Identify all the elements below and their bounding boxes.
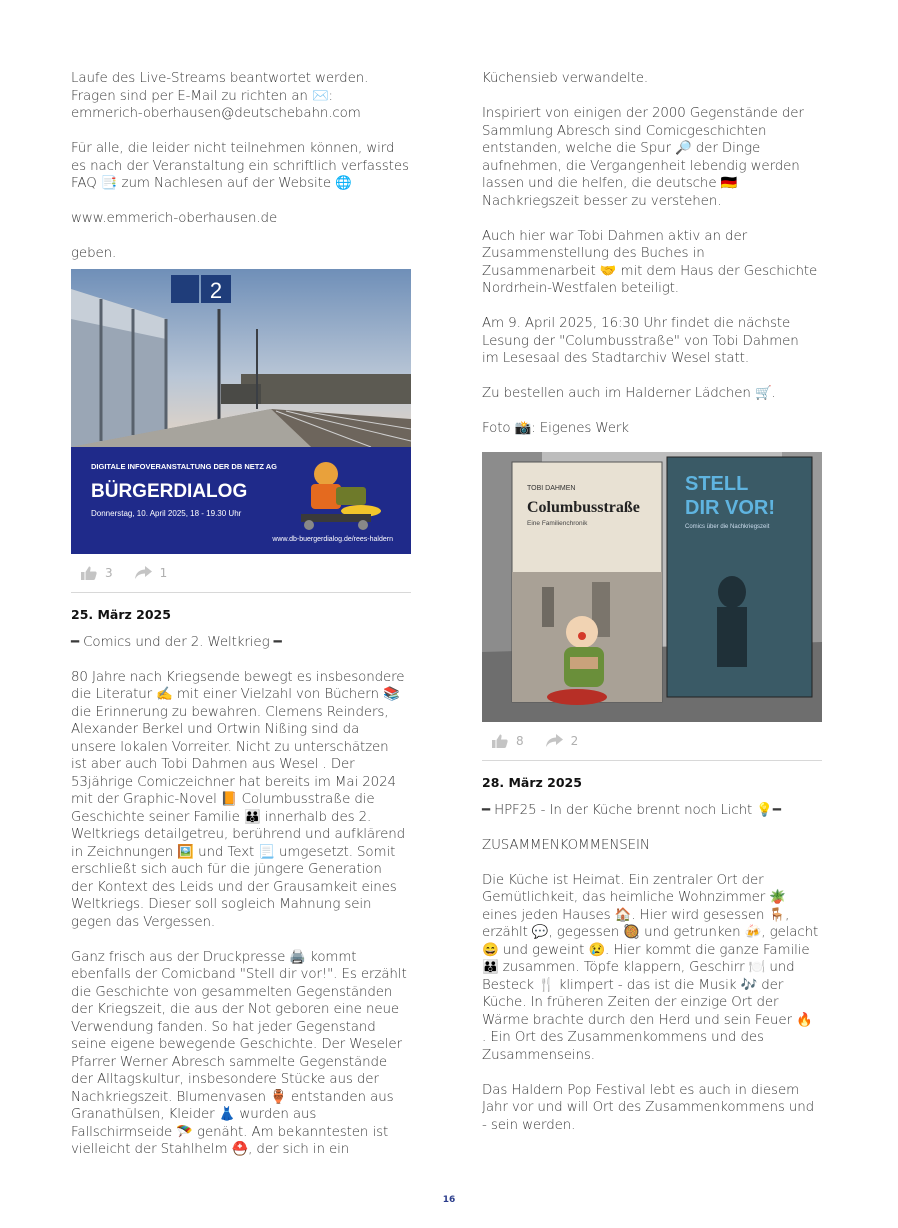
- share-action[interactable]: [546, 734, 579, 748]
- intro-paragraph-4: geben.: [71, 246, 117, 261]
- share-count: 1: [159, 565, 168, 580]
- banner-url: www.db-buergerdialog.de/rees-haldern: [272, 535, 393, 543]
- post-reactions-2: [482, 722, 822, 761]
- buergerdialog-image[interactable]: [71, 269, 411, 554]
- post-paragraph: Die Küche ist Heimat. Ein zentraler Ort der Gemütlichkeit, das heimliche Wohnzimmer 🪴 eines jeden Hauses 🏠. Hier wird gesessen 🪑, erzählt 💬, gegessen 🥘 und getrunken 🍻, gelacht 😄 und geweint 😢. Hier kommt die ganze Familie 👪 zusammen. Töpfe klappern, Geschirr 🍽️ und Besteck 🍴 klimpert - das ist die Musik 🎶 der Küche. In früheren Zeiten der einzige Ort der Wärme brachte durch den Herd und sein Feuer 🔥 . Ein Ort des Zusammenkommens und des Zusammenseins.: [482, 872, 819, 1063]
- share-action[interactable]: [135, 566, 168, 580]
- book2-title-line1: STELL: [685, 472, 749, 495]
- banner-top-text: DIGITALE INFOVERANSTALTUNG DER DB NETZ AG: [91, 461, 277, 471]
- post-paragraph: Zu bestellen auch im Halderner Lädchen 🛒.: [482, 386, 776, 401]
- post-caps-heading: ZUSAMMENKOMMENSEIN: [482, 837, 650, 853]
- right-column: [482, 70, 822, 1134]
- book1-subtitle: Eine Familienchronik: [527, 519, 588, 527]
- like-count: 8: [516, 733, 524, 748]
- book2-subtitle: Comics über die Nachkriegszeit: [685, 523, 770, 530]
- post-paragraph: Am 9. April 2025, 16:30 Uhr findet die nächste Lesung der "Columbusstraße" von Tobi Dahmen im Lesesaal des Stadtarchiv Wesel statt.: [482, 316, 799, 366]
- station-photo: [71, 269, 411, 554]
- post-paragraph: Küchensieb verwandelte.: [482, 71, 649, 86]
- post-paragraph: Auch hier war Tobi Dahmen aktiv an der Zusammenstellung des Buches in Zusammenarbeit 🤝 mit dem Haus der Geschichte Nordrhein-Westfalen beteiligt.: [482, 228, 818, 296]
- website-link[interactable]: www.emmerich-oberhausen.de: [71, 211, 278, 226]
- post-heading: ━ Comics und der 2. Weltkrieg ━: [71, 634, 282, 650]
- book1-title: Columbusstraße: [527, 498, 640, 516]
- photo-credit: Foto 📸: Eigenes Werk: [482, 421, 629, 436]
- share-icon: [546, 734, 563, 747]
- banner-title: BÜRGERDIALOG: [91, 480, 248, 502]
- post-heading: ━ HPF25 - In der Küche brennt noch Licht 💡━: [482, 802, 781, 818]
- banner-date: Donnerstag, 10. April 2025, 18 - 19.30 Uhr: [91, 508, 242, 518]
- thumbs-up-icon: [81, 566, 97, 580]
- intro-paragraph-1: Laufe des Live-Streams beantwortet werden. Fragen sind per E-Mail zu richten an ✉️: emmerich-oberhausen@deutschebahn.com: [71, 71, 369, 121]
- like-count: 3: [105, 565, 113, 580]
- post-reactions-1: [71, 554, 411, 593]
- book1-author: TOBI DAHMEN: [527, 484, 576, 492]
- share-count: 2: [570, 733, 579, 748]
- post-paragraph: 80 Jahre nach Kriegsende bewegt es insbesondere die Literatur ✍️ mit einer Vielzahl von Büchern 📚 die Erinnerung zu bewahren. Clemens Reinders, Alexander Berkel und Ortwin Nißing sind da unsere lokalen Vorreiter. Nicht zu unterschätzen ist aber auch Tobi Dahmen aus Wesel . Der 53jährige Comiczeichner hat bereits im Mai 2024 mit der Graphic-Novel 📙 Columbusstraße die Geschichte seiner Familie 👪 innerhalb des 2. Weltkriegs detailgetreu, berührend und aufklärend in Zeichnungen 🖼️ und Text 📃 umgesetzt. Somit erschließt sich auch für die jüngere Generation der Kontext des Leids und der Grausamkeit eines Weltkriegs. Dieser soll sogleich Mahnung sein gegen das Vergessen.: [71, 669, 406, 930]
- left-column: [71, 70, 411, 1159]
- post-paragraph: Inspiriert von einigen der 2000 Gegenstände der Sammlung Abresch sind Comicgeschichten entstanden, welche die Spur 🔎 der Dinge aufnehmen, die Vergangenheit lebendig werden lassen und die helfen, die deutsche 🇩🇪 Nachkriegszeit besser zu verstehen.: [482, 106, 804, 209]
- post-paragraph: Ganz frisch aus der Druckpresse 🖨️ kommt ebenfalls der Comicband "Stell dir vor!". Es erzählt die Geschichte von gesammelten Gegenständen der Kriegszeit, die aus der Not geboren eine neue Verwendung fanden. So hat jeder Gegenstand seine eigene bewegende Geschichte. Der Weseler Pfarrer Werner Abresch sammelte Gegenstände der Alltagskultur, insbesondere Stücke aus der Nachkriegszeit. Blumenvasen 🏺 entstanden aus Granathülsen, Kleider 👗 wurden aus Fallschirmseide 🪂 genäht. Am bekanntesten ist vielleicht der Stahlhelm ⛑️, der sich in ein: [71, 949, 407, 1157]
- share-icon: [135, 566, 152, 579]
- platform-number: 2: [209, 277, 223, 303]
- intro-paragraph-2: Für alle, die leider nicht teilnehmen können, wird es nach der Veranstaltung ein schriftlich verfasstes FAQ 📑 zum Nachlesen auf der Website 🌐: [71, 141, 409, 191]
- post-date: 25. März 2025: [71, 606, 171, 622]
- post-paragraph: Das Haldern Pop Festival lebt es auch in diesem Jahr vor und will Ort des Zusammenkommens und - sein werden.: [482, 1082, 815, 1133]
- like-action[interactable]: [492, 734, 524, 748]
- books-photo: [482, 452, 822, 722]
- thumbs-up-icon: [492, 734, 508, 748]
- page-number: 16: [442, 1195, 456, 1205]
- post-date: 28. März 2025: [482, 774, 582, 790]
- like-action[interactable]: [81, 566, 113, 580]
- books-image[interactable]: [482, 452, 822, 722]
- book2-title-line2: DIR VOR!: [685, 496, 775, 519]
